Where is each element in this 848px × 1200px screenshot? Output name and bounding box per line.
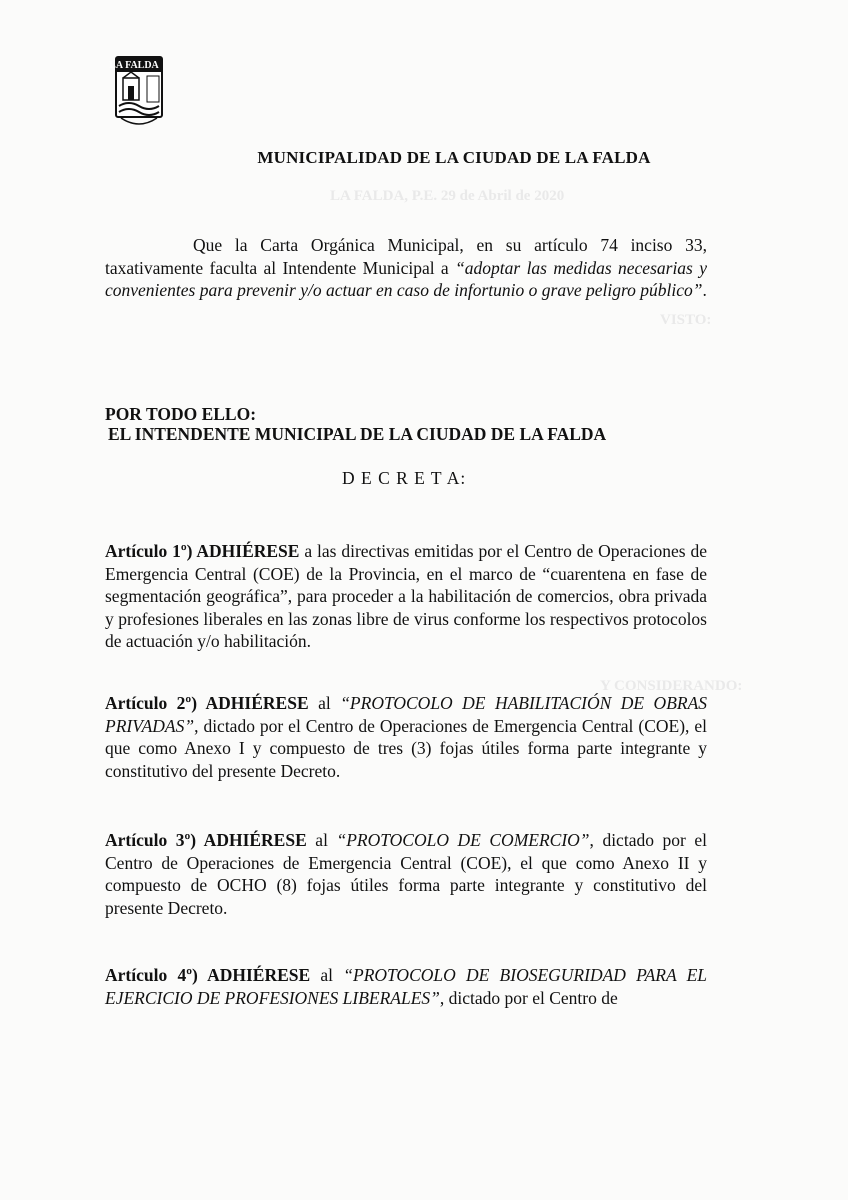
article-3-quote: “PROTOCOLO DE COMERCIO” — [336, 830, 590, 850]
intro-text: Que la Carta Orgánica Municipal, en su artículo 74 inciso 33, taxativamente faculta al Intendente Municipal a — [105, 235, 707, 278]
article-1-label: Artículo 1º) ADHIÉRESE — [105, 541, 300, 561]
decreta-heading: D E C R E T A: — [342, 468, 467, 488]
article-2-text: , dictado por el Centro de Operaciones de Emergencia Central (COE), el que como Anexo I y compuesto de tres (3) fojas útiles forma parte integrante y constitutivo del presente Decreto. — [105, 715, 707, 781]
intro-paragraph — [105, 234, 707, 302]
page-title: MUNICIPALIDAD DE LA CIUDAD DE LA FALDA — [257, 148, 651, 167]
article-2-pre: al — [308, 693, 341, 713]
article-2-quote: “PROTOCOLO DE HABILITACIÓN DE OBRAS PRIVADAS” — [105, 693, 708, 736]
municipality-logo — [109, 56, 163, 130]
article-4-quote: “PROTOCOLO DE BIOSEGURIDAD PARA EL EJERCICIO DE PROFESIONES LIBERALES” — [105, 965, 707, 1008]
article-2 — [105, 692, 707, 782]
intro-end: . — [702, 280, 707, 300]
article-3-label: Artículo 3º) ADHIÉRESE — [105, 830, 307, 850]
article-4-label: Artículo 4º) ADHIÉRESE — [105, 965, 311, 985]
article-1-text: a las directivas emitidas por el Centro de Operaciones de Emergencia Central (COE) de la Provincia, en el marco de “cuarentena en fase de segmentación geográfica”, para proceder a la habilitación de comercios, obra privada y profesiones liberales en las zonas libre de virus conforme los respectivos protocolos de actuación y/o habilitación. — [105, 541, 707, 651]
article-3-pre: al — [306, 830, 337, 850]
authority-heading: EL INTENDENTE MUNICIPAL DE LA CIUDAD DE LA FALDA — [108, 424, 607, 444]
logo-text: LA FALDA — [109, 60, 159, 71]
article-1 — [105, 540, 707, 653]
article-4 — [105, 964, 707, 1009]
bleed-through-date: LA FALDA, P.E. 29 de Abril de 2020 — [330, 188, 565, 204]
bleed-through-visto: VISTO: — [660, 312, 712, 328]
bleed-through-considerando: Y CONSIDERANDO: — [600, 678, 743, 694]
article-4-pre: al — [310, 965, 344, 985]
article-4-text: , dictado por el Centro de — [439, 987, 618, 1008]
article-3 — [105, 829, 707, 919]
article-2-label: Artículo 2º) ADHIÉRESE — [105, 693, 309, 713]
por-todo-ello-heading: POR TODO ELLO: — [105, 404, 257, 424]
article-3-text: , dictado por el Centro de Operaciones de Emergencia Central (COE), el que como Anexo II y compuesto de OCHO (8) fojas útiles forma parte integrante y constitutivo del presente Decreto. — [105, 830, 707, 918]
intro-quote: “adoptar las medidas necesarias y convenientes para prevenir y/o actuar en caso de infortunio o grave peligro público” — [105, 257, 707, 300]
